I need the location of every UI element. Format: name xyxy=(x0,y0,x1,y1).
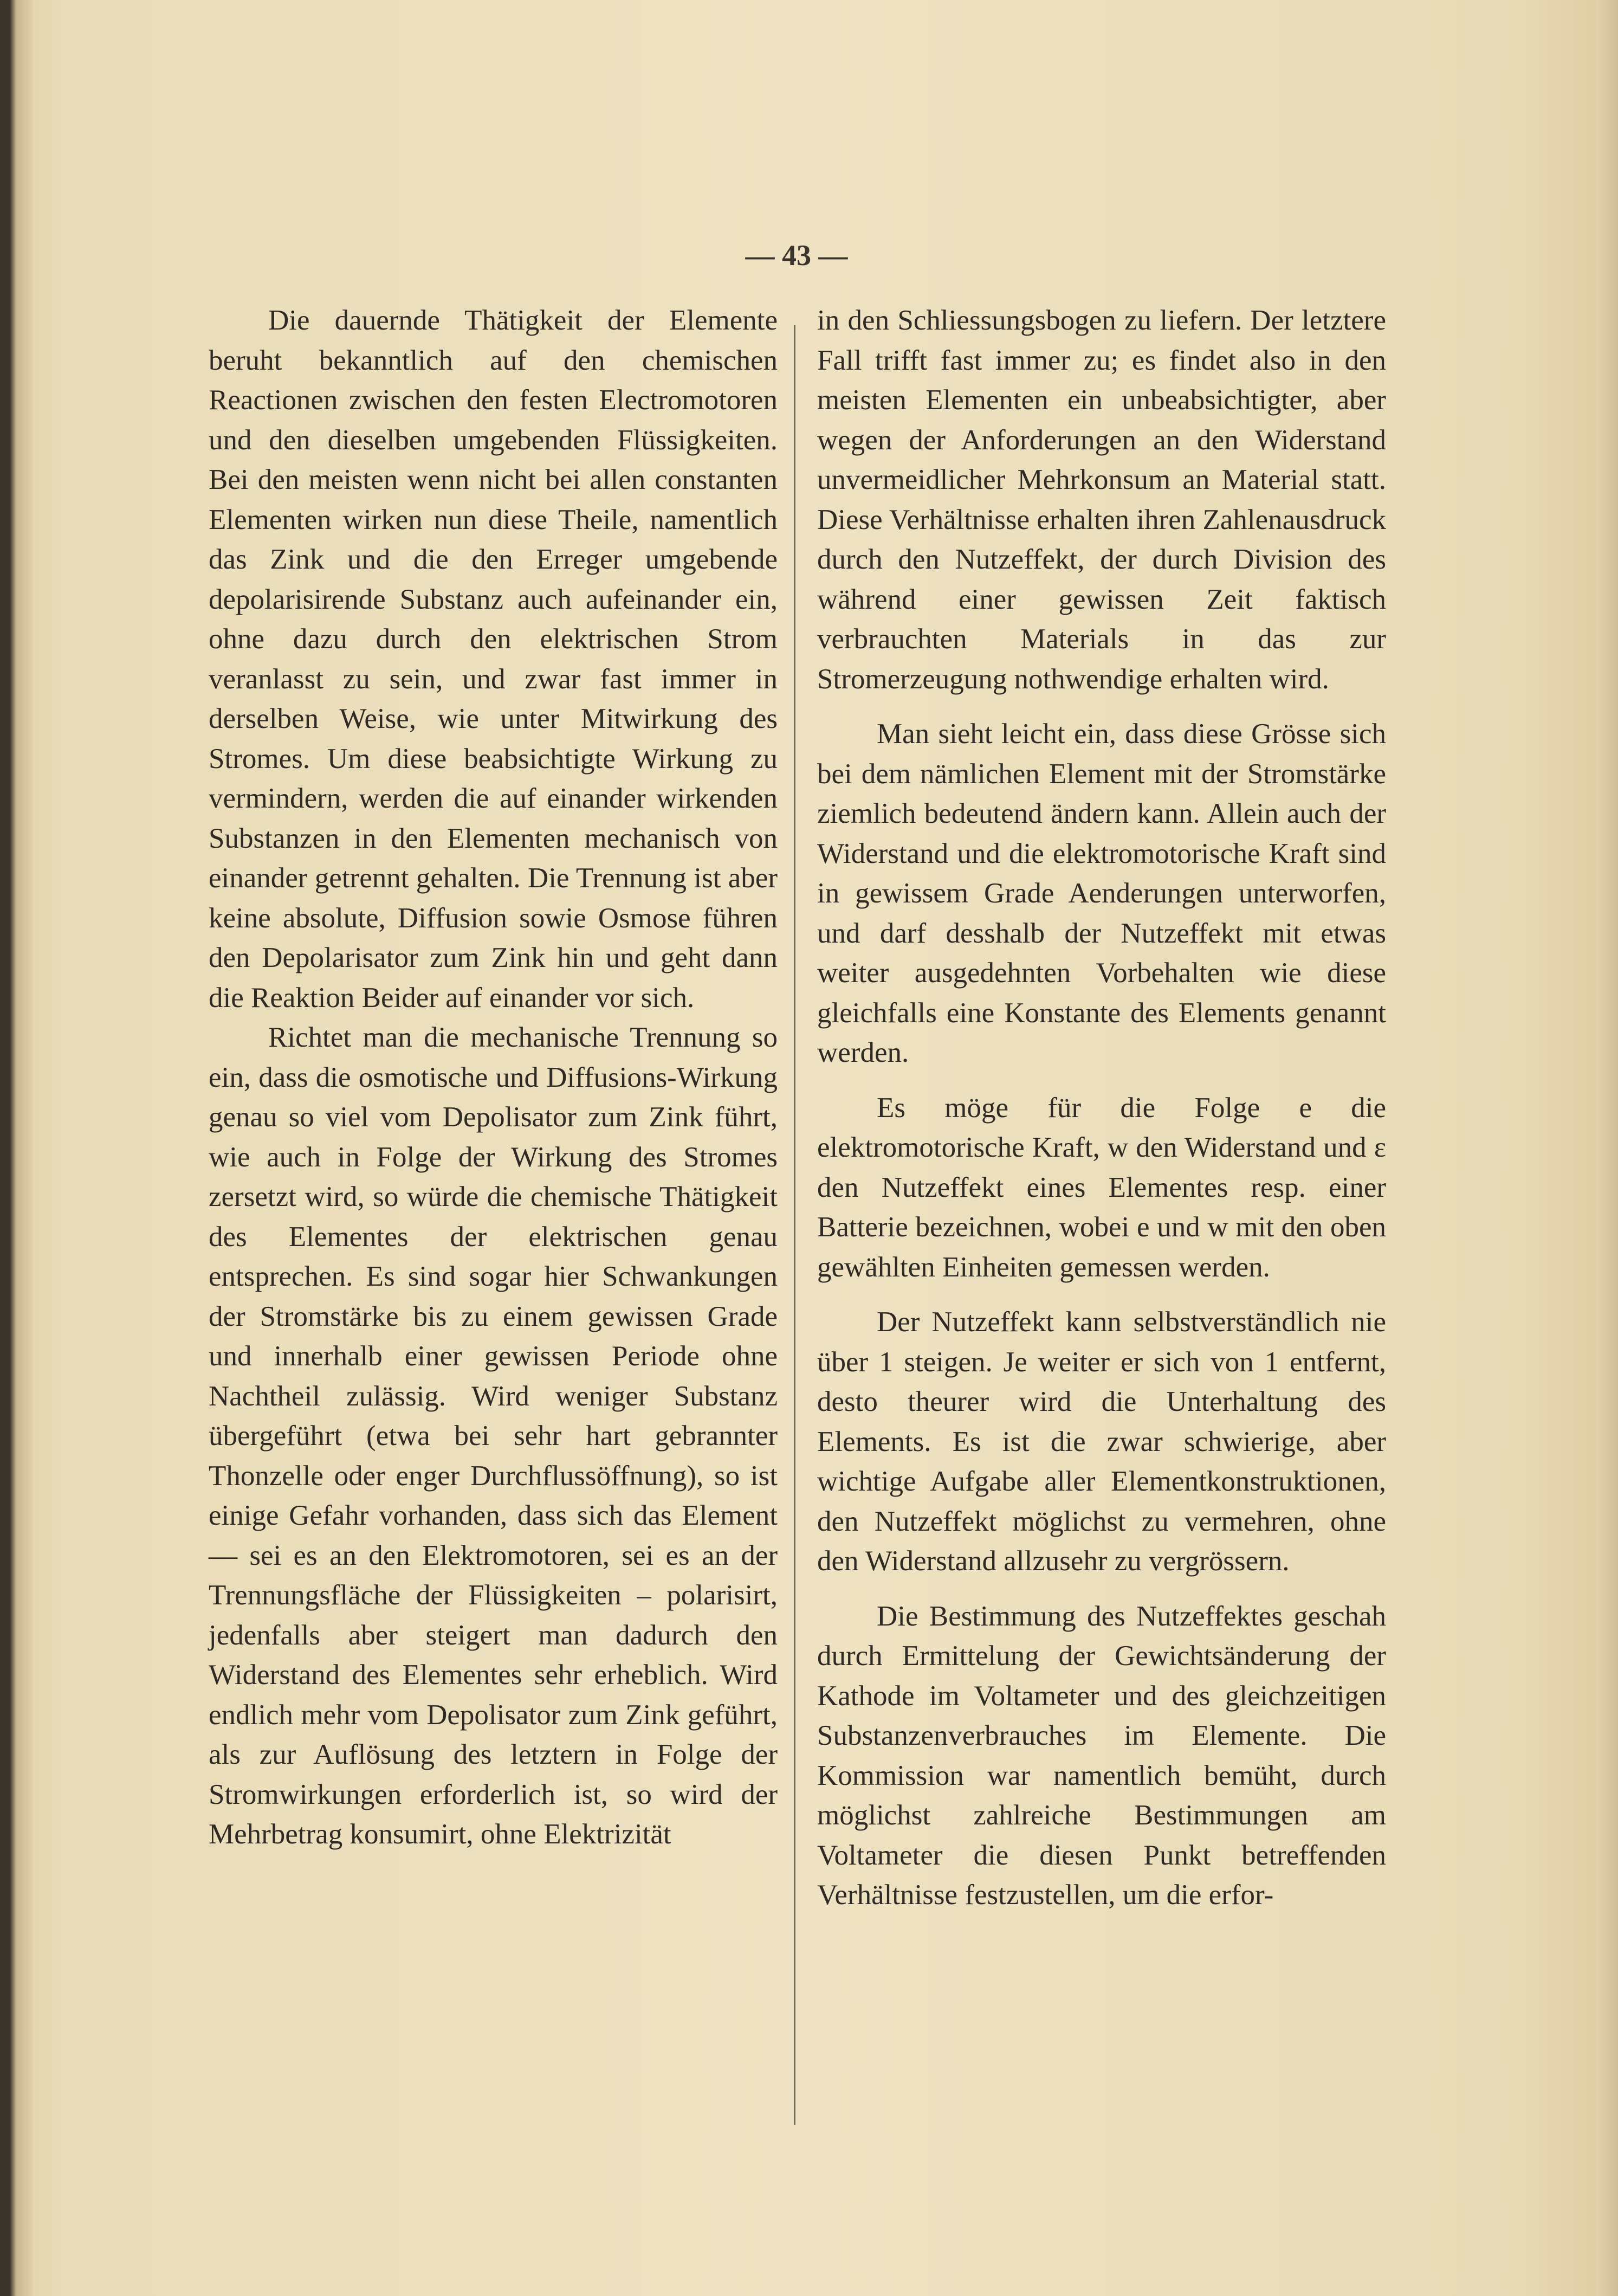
right-continuation: in den Schliessungsbogen zu liefern. Der letztere Fall trifft fast immer zu; es findet also in den meisten Elementen ein unbeabsichtigter, aber wegen der Anforderungen an den Widerstand unvermeidlicher Mehrkonsum an Material statt. Diese Verhältnisse erhalten ihren Zahlenausdruck durch den Nutzeffekt, der durch Division des während einer gewissen Zeit faktisch verbrauchten Materials in das zur Stromerzeugung nothwendige erhalten wird. xyxy=(817,305,1386,695)
left-paragraph-2: Richtet man die mechanische Trennung so ein, dass die osmotische und Diffusions-Wirkung genau so viel vom Depolisator zum Zink führt, wie auch in Folge der Wirkung des Stromes zersetzt wird, so würde die chemische Thätigkeit des Elementes der elektrischen genau entsprechen. Es sind sogar hier Schwankungen der Stromstärke bis zu einem gewissen Grade und innerhalb einer gewissen Periode ohne Nachtheil zulässig. Wird weniger Substanz übergeführt (etwa bei sehr hart gebrannter Thonzelle oder enger Durchflussöffnung), so ist einige Gefahr vorhanden, dass sich das Element — sei es an den Elektromotoren, sei es an der Trennungsfläche der Flüssigkeiten – polarisirt, jedenfalls aber steigert man dadurch den Widerstand des Elementes sehr erheblich. Wird endlich mehr vom Depolisator zum Zink geführt, als zur Auflösung des letztern in Folge der Stromwirkungen erforderlich ist, so wird der Mehrbetrag konsumirt, ohne Elektrizität xyxy=(209,1022,778,1850)
column-divider xyxy=(794,325,795,2125)
right-paragraph-4: Die Bestimmung des Nutzeffektes geschah durch Ermittelung der Gewichtsänderung der Kathode im Voltameter und des gleichzeitigen Substanzenverbrauches im Elemente. Die Kommission war namentlich bemüht, durch möglichst zahlreiche Bestimmungen am Voltameter die diesen Punkt betreffenden Verhältnisse festzustellen, um die erfor- xyxy=(817,1600,1386,1911)
right-paragraph-3: Der Nutzeffekt kann selbstverständlich nie über 1 steigen. Je weiter er sich von 1 entfernt, desto theurer wird die Unterhaltung des Elements. Es ist die zwar schwierige, aber wichtige Aufgabe aller Elementkonstruktionen, den Nutzeffekt möglichst zu vermehren, ohne den Widerstand allzusehr zu vergrössern. xyxy=(817,1306,1386,1577)
left-column xyxy=(209,301,778,1855)
right-paragraph-2: Es möge für die Folge e die elektromotorische Kraft, w den Widerstand und ε den Nutzeffekt eines Elementes resp. einer Batterie bezeichnen, wobei e und w mit den oben gewählten Einheiten gemessen werden. xyxy=(817,1092,1386,1283)
left-paragraph-1: Die dauernde Thätigkeit der Elemente beruht bekanntlich auf den chemischen Reactionen zwischen den festen Electromotoren und den dieselben umgebenden Flüssigkeiten. Bei den meisten wenn nicht bei allen constanten Elementen wirken nun diese Theile, namentlich das Zink und die den Erreger umgebende depolarisirende Substanz auch aufeinander ein, ohne dazu durch den elektrischen Strom veranlasst zu sein, und zwar fast immer in derselben Weise, wie unter Mitwirkung des Stromes. Um diese beabsichtigte Wirkung zu vermindern, werden die auf einander wirkenden Substanzen in den Elementen mechanisch von einander getrennt gehalten. Die Trennung ist aber keine absolute, Diffusion sowie Osmose führen den Depolarisator zum Zink hin und geht dann die Reaktion Beider auf einander vor sich. xyxy=(209,305,778,1014)
page-left-edge xyxy=(0,0,33,2296)
page-number: — 43 — xyxy=(745,239,848,272)
right-paragraph-1: Man sieht leicht ein, dass diese Grösse sich bei dem nämlichen Element mit der Stromstärke ziemlich bedeutend ändern kann. Allein auch der Widerstand und die elektromotorische Kraft sind in gewissem Grade Aenderungen unterworfen, und darf desshalb der Nutzeffekt mit etwas weiter ausgedehnten Vorbehalten wie diese gleichfalls eine Konstante des Elements genannt werden. xyxy=(817,718,1386,1068)
right-column xyxy=(817,301,1386,1916)
page-right-edge xyxy=(1596,0,1618,2296)
